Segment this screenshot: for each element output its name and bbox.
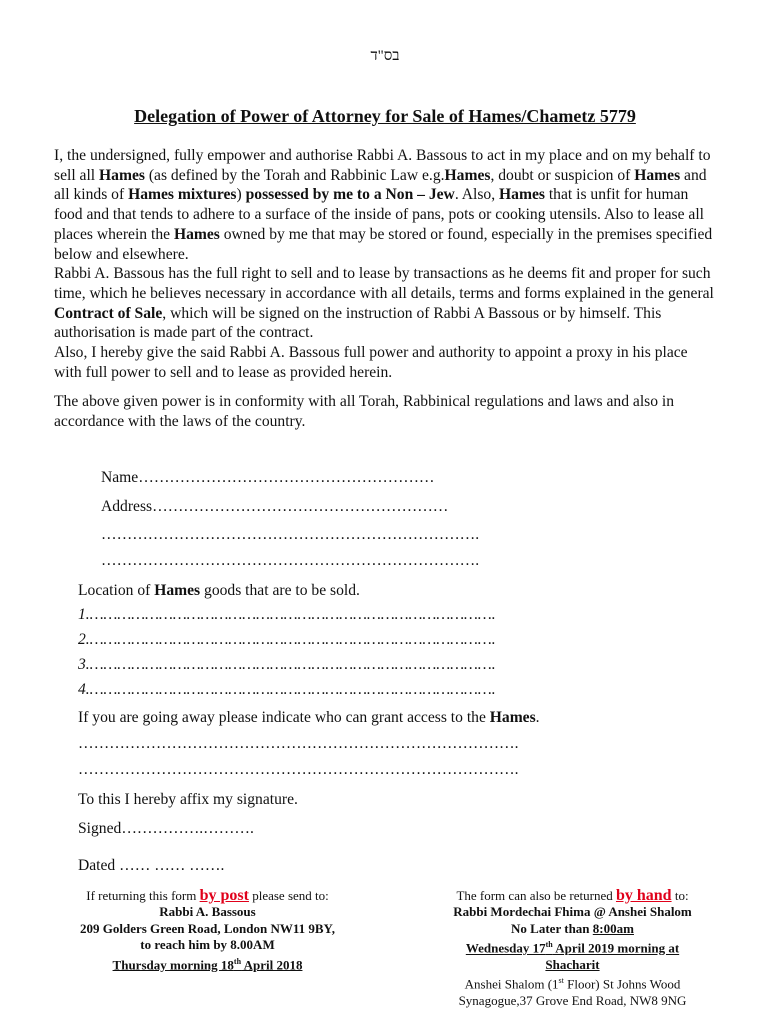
post-return-box — [40, 888, 375, 973]
by-post-highlight: by post — [199, 887, 249, 904]
paragraph-authorisation: I, the undersigned, fully empower and authorise Rabbi A. Bassous to act in my place and on my behalf to sell all Hames (as defined by the Torah and Rabbinic Law e.g.Hames, doubt or suspicion of Hames and all kinds of Hames mixtures) possessed by me to a Non – Jew. Also, Hames that is unfit for human food and that tends to adhere to a surface of the inside of pans, pots or cooking utensils. Also to lease all places wherein the Hames owned by me that may be stored or found, especially in the premises specified below and elsewhere. — [54, 147, 713, 263]
hand-shacharit: Shacharit — [545, 956, 600, 972]
hand-address-2: Synagogue,37 Grove End Road, NW8 9NG — [458, 993, 687, 1009]
away-line-2[interactable]: …………………………………………………………………………. — [78, 761, 519, 778]
signature-statement: To this I hereby affix my signature. — [78, 791, 298, 808]
post-return-intro: If returning this form by post please send to: — [86, 887, 329, 904]
signed-field[interactable]: Signed…………….………. — [78, 820, 254, 837]
post-deadline: Thursday morning 18th April 2018 — [112, 956, 303, 972]
address-field[interactable]: Address………………………………………………… — [101, 498, 449, 515]
hand-return-intro: The form can also be returned by hand to: — [456, 887, 689, 904]
location-line-1[interactable]: 1.……………………………………………………………………………. — [78, 606, 496, 623]
name-field[interactable]: Name………………………………………………… — [101, 469, 435, 486]
address-line-2[interactable]: ………………………………………………………………. — [101, 526, 480, 543]
location-line-2[interactable]: 2.……………………………………………………………………………. — [78, 631, 496, 648]
address-line-3[interactable]: ………………………………………………………………. — [101, 552, 480, 569]
document-body — [54, 146, 714, 432]
post-rabbi-name: Rabbi A. Bassous — [159, 904, 256, 920]
hand-deadline: Wednesday 17th April 2019 morning at — [465, 940, 680, 956]
hand-rabbi-name: Rabbi Mordechai Fhima @ Anshei Shalom — [453, 904, 692, 920]
post-address: 209 Golders Green Road, London NW11 9BY, — [80, 920, 335, 936]
hand-address-1: Anshei Shalom (1st Floor) St Johns Wood — [464, 976, 681, 992]
dated-field[interactable]: Dated …… …… ……. — [78, 857, 225, 874]
location-line-3[interactable]: 3.……………………………………………………………………………. — [78, 656, 496, 673]
hand-return-box — [400, 888, 745, 1010]
hand-time-limit: No Later than 8:00am — [511, 920, 634, 936]
bsd-header: בס"ד — [370, 48, 400, 64]
location-line-4[interactable]: 4.……………………………………………………………………………. — [78, 681, 496, 698]
away-line-1[interactable]: …………………………………………………………………………. — [78, 735, 519, 752]
page-title: Delegation of Power of Attorney for Sale of Hames/Chametz 5779 — [134, 106, 636, 126]
paragraph-proxy: Also, I hereby give the said Rabbi A. Bassous full power and authority to appoint a proxy in his place with full power to sell and to lease as provided herein. — [54, 344, 688, 381]
away-question: If you are going away please indicate who can grant access to the Hames. — [78, 709, 540, 726]
post-reach-time: to reach him by 8.00AM — [140, 937, 275, 953]
paragraph-rights: Rabbi A. Bassous has the full right to sell and to lease by transactions as he deems fit and proper for such time, which he believes necessary in accordance with all details, terms and forms explained in the general Contract of Sale, which will be signed on the instruction of Rabbi A Bassous or by himself. This authorisation is made part of the contract. — [54, 265, 714, 342]
by-hand-highlight: by hand — [615, 887, 672, 904]
location-heading: Location of Hames goods that are to be sold. — [78, 582, 360, 599]
paragraph-conformity: The above given power is in conformity with all Torah, Rabbinical regulations and laws and also in accordance with the laws of the country. — [54, 393, 675, 431]
